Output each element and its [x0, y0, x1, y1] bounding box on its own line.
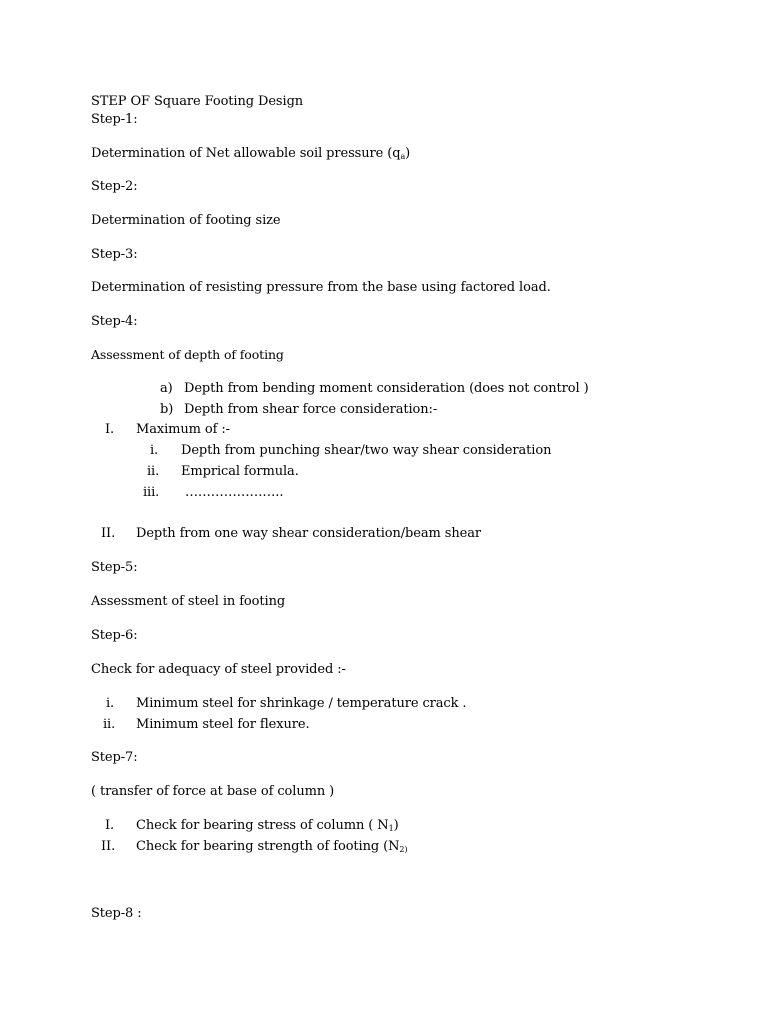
step-6-item-i-marker: i. — [106, 696, 115, 711]
step-3-text: Determination of resisting pressure from the base using factored load. — [91, 280, 551, 295]
step-3-label: Step-3: — [91, 247, 138, 262]
step-6-item-ii-marker: ii. — [103, 717, 116, 732]
roman-ii-marker: ii. — [147, 464, 160, 479]
step-4-text: Assessment of depth of footing — [91, 347, 284, 362]
subscript-2: 2) — [399, 845, 408, 854]
step-7-item-II-marker: II. — [101, 839, 116, 854]
step-4-item-b-marker: b) — [160, 402, 174, 417]
step-6-item-i-text: Minimum steel for shrinkage / temperature crack . — [136, 696, 467, 711]
roman-i-text: Depth from punching shear/two way shear consideration — [181, 443, 552, 458]
step-6-label: Step-6: — [91, 628, 138, 643]
step-1-label: Step-1: — [91, 112, 138, 127]
roman-II-marker: II. — [101, 526, 116, 541]
roman-i-marker: i. — [150, 443, 159, 458]
step-2-text: Determination of footing size — [91, 213, 281, 228]
step-7-item-I-text: Check for bearing stress of column ( $N_1$) — [136, 818, 399, 833]
step-8-label: Step-8 : — [91, 906, 142, 921]
step-7-item-II-text: Check for bearing strength of footing ($N_{2)}$ — [136, 839, 408, 854]
step-5-text: Assessment of steel in footing — [91, 594, 286, 609]
roman-ii-text: Emprical formula. — [181, 464, 299, 479]
roman-I-text: Maximum of :- — [136, 422, 230, 437]
step-5-label: Step-5: — [91, 560, 138, 575]
step-2-label: Step-2: — [91, 179, 138, 194]
document-title: STEP OF Square Footing Design — [91, 94, 304, 109]
step-6-text: Check for adequacy of steel provided :- — [91, 662, 346, 677]
step-7-item-I-marker: I. — [105, 818, 115, 833]
roman-I-marker: I. — [105, 422, 115, 437]
roman-iii-marker: iii. — [143, 485, 160, 500]
roman-iii-text: ………………….. — [185, 485, 284, 500]
step-4-item-a-marker: a) — [160, 381, 173, 396]
step-7-label: Step-7: — [91, 750, 138, 765]
step-7-text: ( transfer of force at base of column ) — [91, 784, 335, 799]
step-1-text: Determination of Net allowable soil pressure $(q_a)$ — [91, 146, 411, 161]
step-6-item-ii-text: Minimum steel for flexure. — [136, 717, 310, 732]
step-4-item-b-text: Depth from shear force consideration:- — [184, 402, 438, 417]
roman-II-text: Depth from one way shear consideration/beam shear — [136, 526, 481, 541]
step-4-label: Step-4: — [91, 314, 138, 329]
step-4-item-a-text: Depth from bending moment consideration (does not control ) — [184, 381, 589, 396]
subscript-a: a — [400, 152, 406, 161]
subscript-1: 1 — [388, 824, 394, 833]
